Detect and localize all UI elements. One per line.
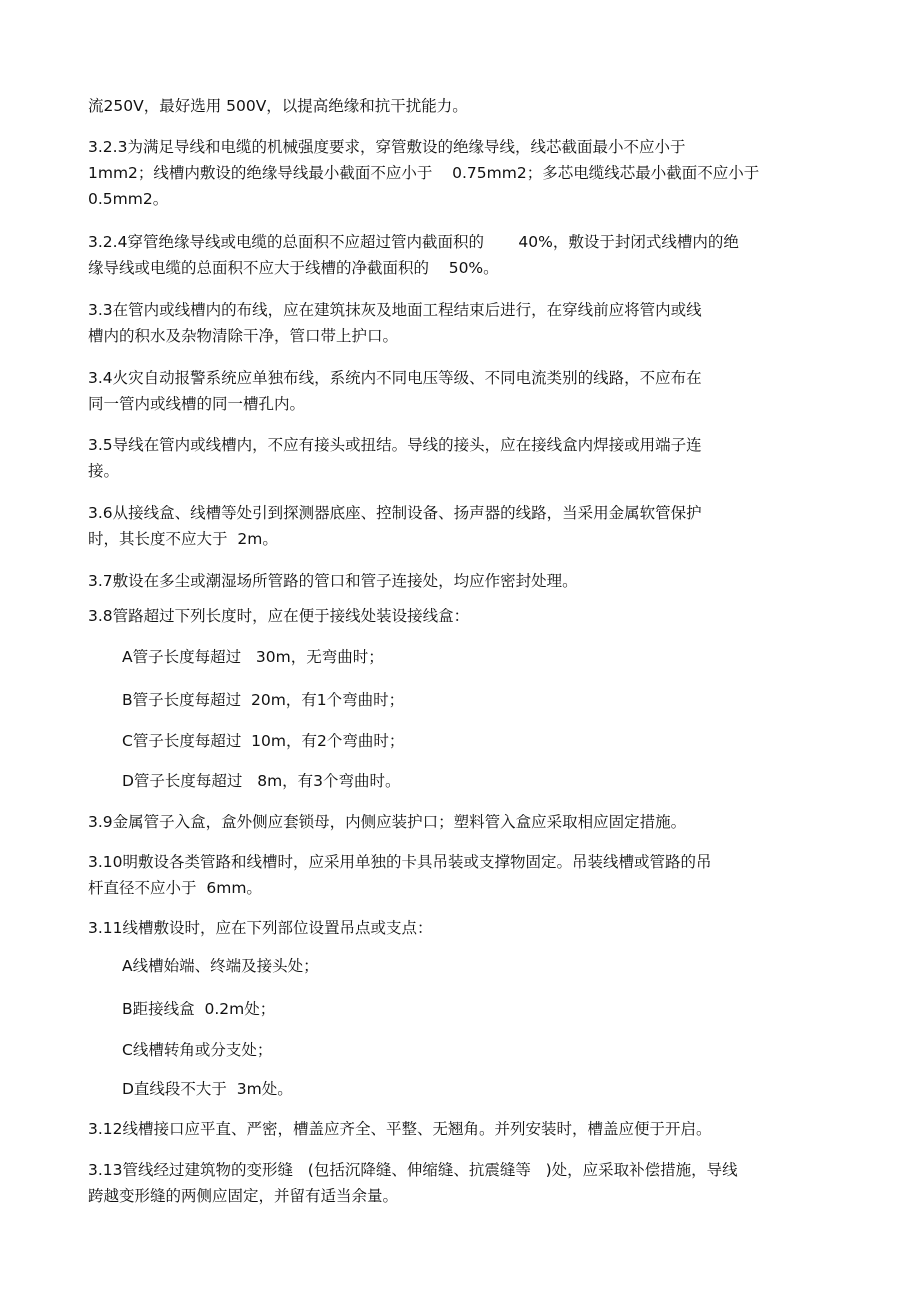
text-line: 3.12线槽接口应平直、严密，槽盖应齐全、平整、无翘角。并列安装时，槽盖应便于开启。: [88, 1120, 712, 1138]
text-line: 1mm2；线槽内敷设的绝缘导线最小截面不应小于 0.75mm2；多芯电缆线芯最小截面不应小于: [88, 164, 760, 182]
text-line: 流250V，最好选用 500V，以提高绝缘和抗干扰能力。: [88, 97, 468, 115]
text-line: 3.6从接线盒、线槽等处引到探测器底座、控制设备、扬声器的线路，当采用金属软管保护: [88, 504, 702, 522]
text-line: 同一管内或线槽的同一槽孔内。: [88, 395, 306, 413]
text-line: 3.9金属管子入盒，盒外侧应套锁母，内侧应装护口；塑料管入盒应采取相应固定措施。: [88, 813, 687, 831]
text-line: 杆直径不应小于 6mm。: [88, 879, 262, 897]
text-line: 3.2.4穿管绝缘导线或电缆的总面积不应超过管内截面积的 40%，敷设于封闭式线槽内的绝: [88, 233, 739, 251]
list-item: D管子长度每超过 8m，有3个弯曲时。: [122, 772, 401, 790]
text-line: 3.10明敷设各类管路和线槽时，应采用单独的卡具吊装或支撑物固定。吊装线槽或管路的吊: [88, 853, 712, 871]
list-item: A管子长度每超过 30m，无弯曲时；: [122, 648, 384, 666]
text-line: 时，其长度不应大于 2m。: [88, 530, 278, 548]
list-item: D直线段不大于 3m处。: [122, 1080, 293, 1098]
list-item: C线槽转角或分支处；: [122, 1041, 273, 1059]
text-line: 3.11线槽敷设时，应在下列部位设置吊点或支点：: [88, 919, 433, 937]
list-item: A线槽始端、终端及接头处；: [122, 957, 319, 975]
list-item: B距接线盒 0.2m处；: [122, 1000, 276, 1018]
text-line: 3.13管线经过建筑物的变形缝 (包括沉降缝、伸缩缝、抗震缝等 )处，应采取补偿措施，导线: [88, 1161, 738, 1179]
text-line: 3.5导线在管内或线槽内，不应有接头或扭结。导线的接头，应在接线盒内焊接或用端子连: [88, 436, 702, 454]
list-item: B管子长度每超过 20m，有1个弯曲时；: [122, 691, 405, 709]
text-line: 3.3在管内或线槽内的布线，应在建筑抹灰及地面工程结束后进行，在穿线前应将管内或线: [88, 301, 702, 319]
text-line: 缘导线或电缆的总面积不应大于线槽的净截面积的 50%。: [88, 259, 499, 277]
text-line: 槽内的积水及杂物清除干净，管口带上护口。: [88, 327, 399, 345]
text-line: 3.7敷设在多尘或潮湿场所管路的管口和管子连接处，均应作密封处理。: [88, 572, 578, 590]
text-line: 3.8管路超过下列长度时，应在便于接线处装设接线盒：: [88, 607, 470, 625]
text-line: 接。: [88, 462, 120, 480]
text-line: 跨越变形缝的两侧应固定，并留有适当余量。: [88, 1187, 399, 1205]
text-line: 3.4火灾自动报警系统应单独布线，系统内不同电压等级、不同电流类别的线路，不应布在: [88, 369, 702, 387]
text-line: 0.5mm2。: [88, 190, 169, 208]
list-item: C管子长度每超过 10m，有2个弯曲时；: [122, 732, 405, 750]
text-line: 3.2.3为满足导线和电缆的机械强度要求，穿管敷设的绝缘导线，线芯截面最小不应小于: [88, 138, 686, 156]
